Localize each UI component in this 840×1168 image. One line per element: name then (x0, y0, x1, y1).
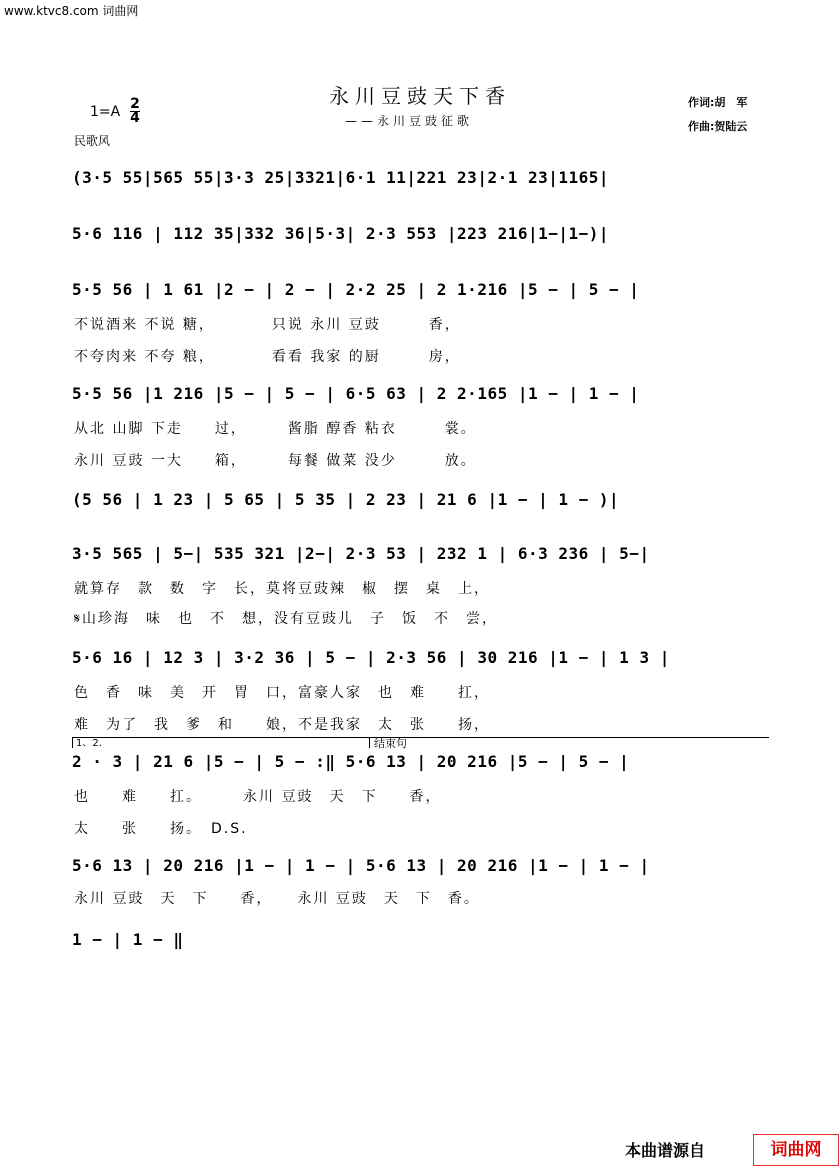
lyric-line: 𝄋山珍海 味 也 不 想，没有豆豉儿 子 饭 不 尝， (74, 611, 499, 627)
lyric-line: 不夸肉来 不夸 粮， 看看 我家 的厨 房， (74, 349, 461, 365)
key-signature: 1=A (90, 104, 121, 120)
time-signature (130, 98, 140, 125)
lyric-line: 色 香 味 美 开 胃 口，富豪人家 也 难 扛， (74, 685, 490, 701)
volta-ending-phrase: 结束句 (369, 737, 769, 748)
watermark: www.ktvc8.com 词曲网 (4, 4, 139, 18)
lyric-line: 不说酒来 不说 糖， 只说 永川 豆豉 香， (74, 317, 461, 333)
staff-line-4: 5·5 56 |1 216 |5 − | 5 − | 6·5 63 | 2 2·165 |1 − | 1 − | (72, 384, 640, 403)
lyric-line: 就算存 款 数 字 长，莫将豆豉辣 椒 摆 桌 上， (74, 581, 490, 597)
song-title: 永川豆豉天下香 (329, 84, 511, 108)
staff-line-6: 3·5 565 | 5−| 535 321 |2−| 2·3 53 | 232 1 | 6·3 236 | 5−| (72, 544, 650, 563)
footer-source-label: 本曲谱源自 (625, 1141, 706, 1160)
footer-site-logo[interactable]: 词曲网 (753, 1134, 839, 1166)
staff-line-5: (5 56 | 1 23 | 5 65 | 5 35 | 2 23 | 21 6 |1 − | 1 − )| (72, 490, 620, 509)
lyric-line: 永川 豆豉 天 下 香， 永川 豆豉 天 下 香。 (74, 891, 480, 907)
lyric-line: 太 张 扬。 D.S. (74, 821, 248, 837)
staff-line-7: 5·6 16 | 12 3 | 3·2 36 | 5 − | 2·3 56 | 30 216 |1 − | 1 3 | (72, 648, 670, 667)
composer-credit: 作曲:贺陆云 (688, 120, 748, 133)
lyric-line: 也 难 扛。 永川 豆豉 天 下 香， (74, 789, 442, 805)
lyric-line: 从北 山脚 下走 过， 酱脂 醇香 粘衣 裳。 (74, 421, 477, 437)
lyric-line: 难 为了 我 爹 和 娘，不是我家 太 张 扬， (74, 717, 490, 733)
staff-line-9: 5·6 13 | 20 216 |1 − | 1 − | 5·6 13 | 20 216 |1 − | 1 − | (72, 856, 650, 875)
time-signature-bottom: 4 (130, 110, 140, 126)
lyric-line: 永川 豆豉 一大 箱， 每餐 做菜 没少 放。 (74, 453, 477, 469)
staff-line-2: 5·6 116 | 112 35|332 36|5·3| 2·3 553 |223 216|1−|1−)| (72, 224, 610, 243)
volta-first-ending: 1、2. (72, 737, 376, 748)
time-signature-top: 2 (130, 96, 140, 112)
staff-line-10: 1 − | 1 − ‖ (72, 930, 184, 949)
lyricist-credit: 作词:胡 军 (688, 96, 748, 109)
style-label: 民歌风 (74, 134, 111, 148)
staff-line-1: (3·5 55|565 55|3·3 25|3321|6·1 11|221 23|2·1 23|1165| (72, 168, 610, 187)
staff-line-3: 5·5 56 | 1 61 |2 − | 2 − | 2·2 25 | 2 1·216 |5 − | 5 − | (72, 280, 640, 299)
staff-line-8: 2 · 3 | 21 6 |5 − | 5 − :‖ 5·6 13 | 20 216 |5 − | 5 − | (72, 752, 630, 771)
song-subtitle: ——永川豆豉征歌 (345, 114, 474, 128)
